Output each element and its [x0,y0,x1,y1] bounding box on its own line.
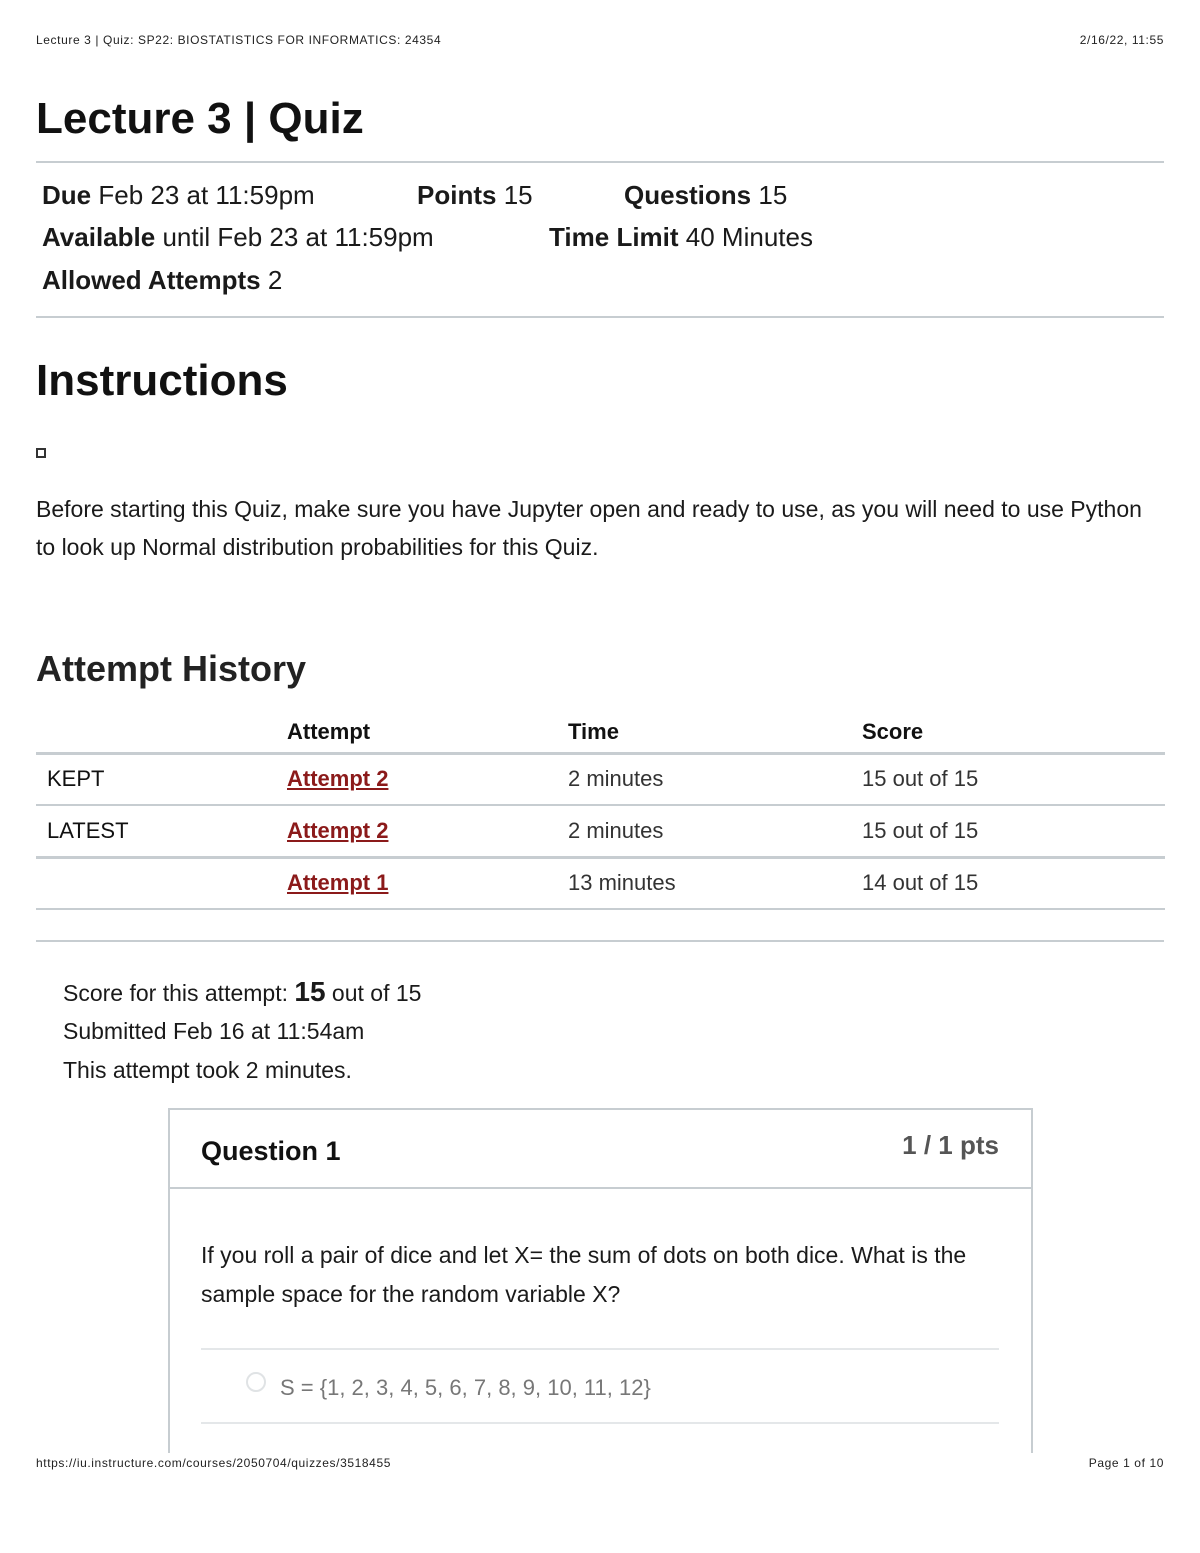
attempt-status: KEPT [36,753,287,805]
questions-label: Questions [624,180,752,210]
attempts-label: Allowed Attempts [42,265,261,295]
attempts-value: 2 [267,265,283,295]
attempt-score-summary [63,976,421,1008]
question-points: 1 / 1 pts [902,1130,999,1160]
attempt-history-table [36,712,1165,910]
quiz-due [42,180,315,211]
page-title: Lecture 3 | Quiz [36,94,364,143]
print-footer-page: Page 1 of 10 [1088,1456,1164,1470]
quiz-questions [624,180,787,211]
attempt-duration: This attempt took 2 minutes. [63,1057,352,1083]
quiz-available [42,222,434,253]
question-title: Question 1 [201,1136,341,1166]
attempt-status [36,857,287,909]
score-prefix: Score for this attempt: [63,980,288,1006]
print-header-title: Lecture 3 | Quiz: SP22: BIOSTATISTICS FOR INFORMATICS: 24354 [36,33,442,47]
points-value: 15 [503,180,533,210]
points-label: Points [417,180,497,210]
attempt-link[interactable]: Attempt 2 [287,766,389,792]
attempt-score: 15 out of 15 [862,753,1165,805]
due-label: Due [42,180,92,210]
time-limit-value: 40 Minutes [685,222,813,252]
due-value: Feb 23 at 11:59pm [98,180,315,210]
attempt-time: 13 minutes [568,857,862,909]
instructions-heading: Instructions [36,356,288,405]
table-row [36,805,1165,857]
available-value: until Feb 23 at 11:59pm [162,222,434,252]
question-card [168,1108,1033,1453]
table-row [36,753,1165,805]
divider [36,940,1164,942]
attempt-link-cell [287,857,568,909]
table-header-row [36,712,1165,753]
attempt-link-cell [287,753,568,805]
answer-divider [201,1348,999,1350]
answer-text: S = {1, 2, 3, 4, 5, 6, 7, 8, 9, 10, 11, 12} [280,1375,651,1400]
attempt-link[interactable]: Attempt 1 [287,870,389,896]
column-header [36,712,287,753]
divider [36,316,1164,318]
question-text: If you roll a pair of dice and let X= the sum of dots on both dice. What is the sample space for the random variable X? [201,1242,967,1307]
attempt-time: 2 minutes [568,805,862,857]
instructions-text: Before starting this Quiz, make sure you have Jupyter open and ready to use, as you will need to use Python to look up Normal distribution probabilities for this Quiz. [36,496,1142,560]
answer-divider [201,1422,999,1424]
attempt-link[interactable]: Attempt 2 [287,817,389,843]
available-label: Available [42,222,156,252]
column-header-score: Score [862,712,1165,753]
table-row [36,857,1165,909]
attempt-link-cell [287,805,568,857]
print-header [36,33,1164,51]
submitted-time: Submitted Feb 16 at 11:54am [63,1018,365,1044]
quiz-allowed-attempts [42,265,282,296]
column-header-attempt: Attempt [287,712,568,753]
quiz-points [417,180,533,211]
attempt-status: LATEST [36,805,287,857]
attempt-score: 14 out of 15 [862,857,1165,909]
question-header [170,1110,1031,1189]
print-header-datetime: 2/16/22, 11:55 [1079,33,1164,47]
score-suffix: out of 15 [331,980,422,1006]
print-footer-url: https://iu.instructure.com/courses/2050704/quizzes/3518455 [36,1456,391,1470]
attempt-score: 15 out of 15 [862,805,1165,857]
questions-value: 15 [758,180,788,210]
answer-option[interactable] [246,1375,651,1405]
divider [36,161,1164,163]
print-footer [36,1456,1164,1474]
score-value: 15 [294,976,326,1007]
column-header-time: Time [568,712,862,753]
radio-button[interactable] [246,1372,266,1392]
square-icon [36,448,46,458]
attempt-time: 2 minutes [568,753,862,805]
time-limit-label: Time Limit [549,222,679,252]
attempt-history-heading: Attempt History [36,648,307,689]
quiz-time-limit [549,222,813,253]
